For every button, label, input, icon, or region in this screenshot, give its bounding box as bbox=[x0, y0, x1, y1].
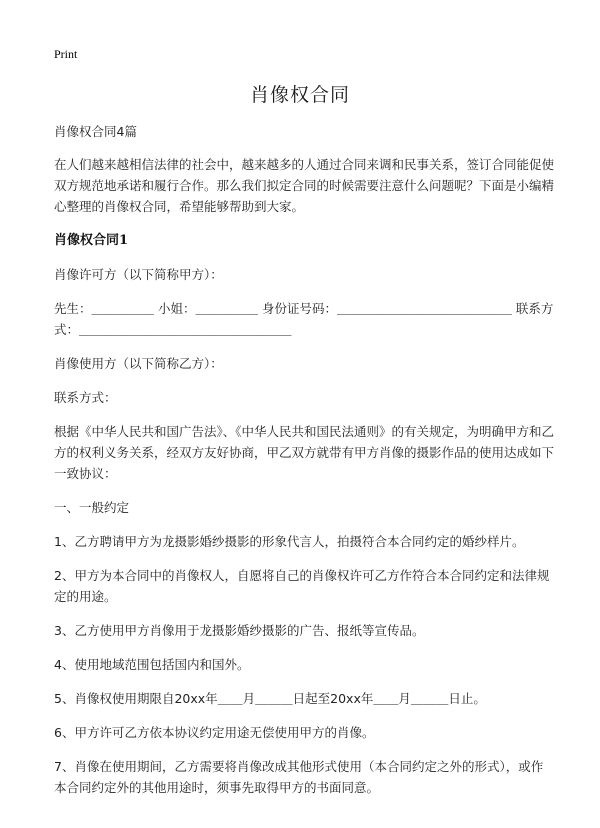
clause-item: 2、甲方为本合同中的肖像权人，自愿将自己的肖像权许可乙方作符合本合同约定和法律规定的用途。 bbox=[54, 568, 550, 604]
document-subtitle: 肖像权合同4篇 bbox=[54, 124, 137, 139]
licensee-label: 肖像使用方（以下简称乙方）： bbox=[54, 356, 223, 371]
section-heading: 肖像权合同1 bbox=[54, 233, 129, 248]
document-body bbox=[54, 121, 554, 811]
contact-label: 联系方式： bbox=[54, 390, 117, 405]
clause-item: 4、使用地域范围包括国内和国外。 bbox=[54, 657, 250, 672]
print-link[interactable]: Print bbox=[54, 47, 78, 61]
clause-item: 3、乙方使用甲方肖像用于龙摄影婚纱摄影的广告、报纸等宣传品。 bbox=[54, 623, 425, 638]
clause-item: 7、肖像在使用期间，乙方需要将肖像改成其他形式使用（本合同约定之外的形式），或作本合同约定外的其他用途时，须事先取得甲方的书面同意。 bbox=[54, 759, 544, 795]
intro-paragraph: 在人们越来越相信法律的社会中，越来越多的人通过合同来调和民事关系，签订合同能促使双方规范地承诺和履行合作。那么我们拟定合同的时候需要注意什么问题呢？下面是小编精心整理的肖像权合同，希望能够帮助到大家。 bbox=[54, 157, 555, 214]
document-title: 肖像权合同 bbox=[249, 84, 350, 106]
legal-basis-paragraph: 根据《中华人民共和国广告法》、《中华人民共和国民法通则》的有关规定，为明确甲方和乙方的权利义务关系，经双方友好协商，甲乙双方就带有甲方肖像的摄影作品的使用达成如下一致协议： bbox=[54, 424, 555, 481]
clause-item: 1、乙方聘请甲方为龙摄影婚纱摄影的形象代言人，拍摄符合本合同约定的婚纱样片。 bbox=[54, 534, 525, 549]
clause-item: 5、肖像权使用期限自20xx年＿＿月＿＿＿日起至20xx年＿＿月＿＿＿日止。 bbox=[54, 691, 486, 706]
clause-heading: 一、一般约定 bbox=[54, 500, 130, 515]
licensor-label: 肖像许可方（以下简称甲方）： bbox=[54, 267, 223, 282]
clause-item: 6、甲方许可乙方依本协议约定用途无偿使用甲方的肖像。 bbox=[54, 725, 375, 740]
licensor-fields: 先生：＿＿＿＿＿ 小姐：＿＿＿＿＿ 身份证号码：＿＿＿＿＿＿＿＿＿＿＿＿＿＿ 联系方式：＿＿＿＿＿＿＿＿＿＿＿＿＿＿＿＿＿ bbox=[54, 301, 554, 337]
